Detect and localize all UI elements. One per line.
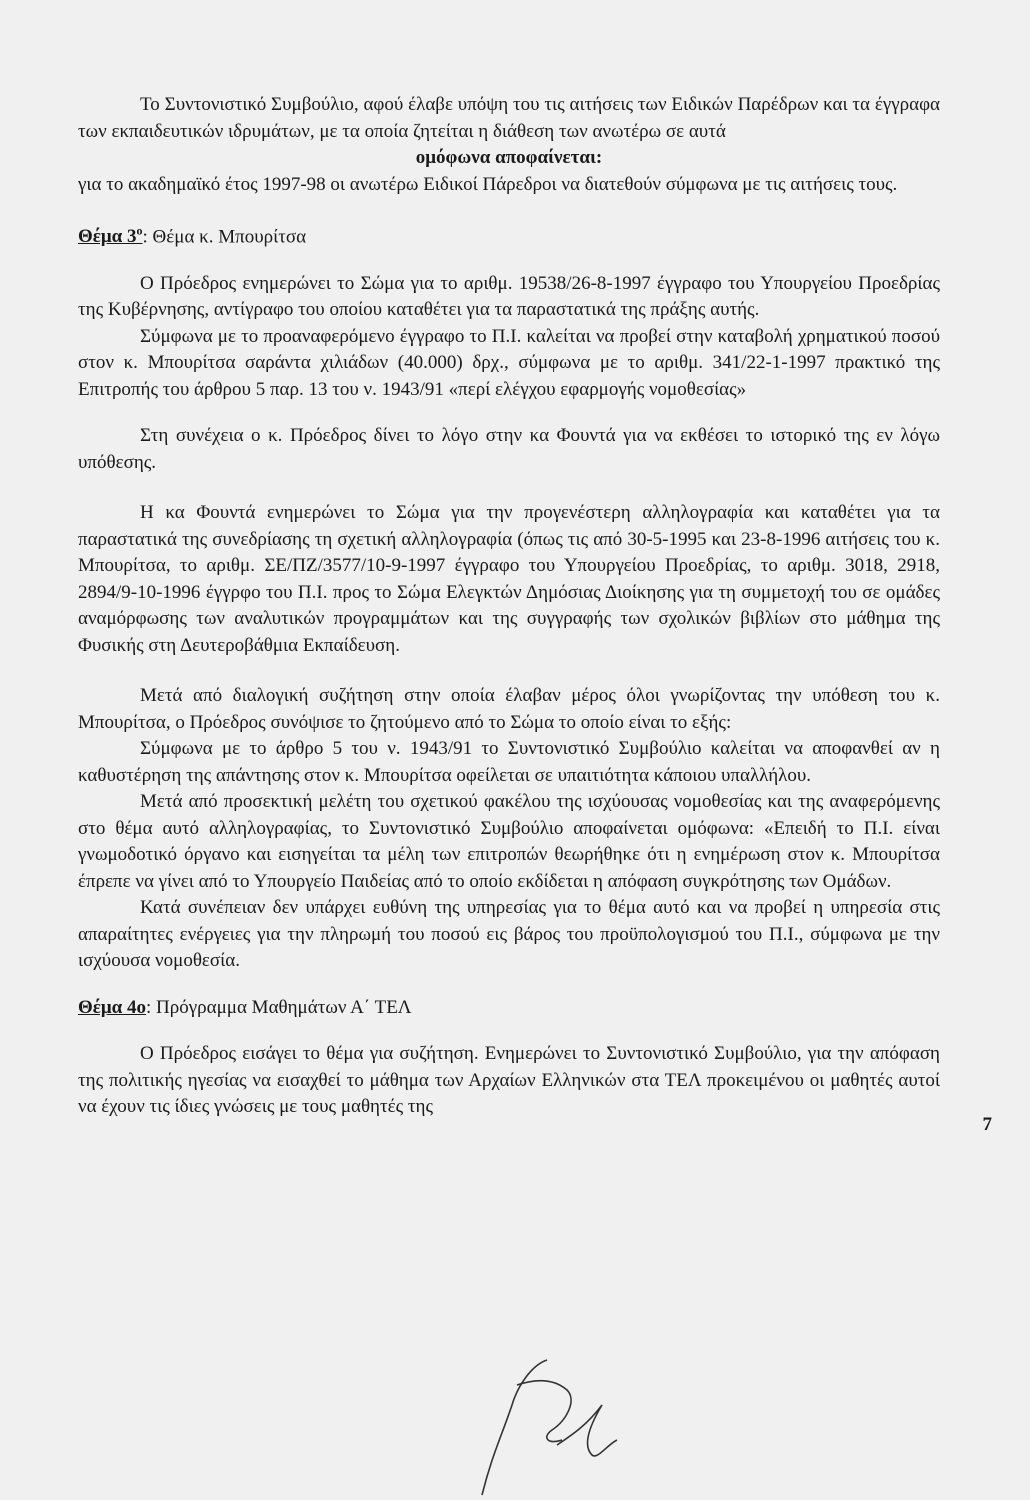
paragraph: Η κα Φουντά ενημερώνει το Σώμα για την προγενέστερη αλληλογραφία και καταθέτει για τα παραστατικά της συνεδρίασης τη σχετική αλληλογραφία (όπως τις από 30-5-1995 και 23-8-1996 αιτήσεις του κ. Μπουρίτσα, το αριθμ. ΣΕ/ΠΖ/3577/10-9-1997 έγγραφο του Υπουργείου Προεδρίας, το αριθμ. 3018, 2918, 2894/9-10-1996 έγγρφο του Π.Ι. προς το Σώμα Ελεγκτών Δημόσιας Διοίκησης για τη συμμετοχή του σε ομάδες αναμόρφωσης των αναλυτικών προγραμμάτων και της συγγραφής των σχολικών βιβλίων στο μάθημα της Φυσικής στη Δευτεροβάθμια Εκπαίδευση. <box>78 502 940 656</box>
theme-3-title: : Θέμα κ. Μπουρίτσα <box>142 226 307 248</box>
paragraph: για το ακαδημαϊκό έτος 1997-98 οι ανωτέρω Ειδικοί Πάρεδροι να διατεθούν σύμφωνα με τις αιτήσεις τους. <box>78 173 898 195</box>
paragraph: Μετά από διαλογική συζήτηση στην οποία έλαβαν μέρος όλοι γνωρίζοντας την υπόθεση του κ. Μπουρίτσα, ο Πρόεδρος συνόψισε το ζητούμενο από το Σώμα το οποίο είναι το εξής: <box>78 685 940 733</box>
paragraph: Ο Πρόεδρος εισάγει το θέμα για συζήτηση. Ενημερώνει το Συντονιστικό Συμβούλιο, για την απόφαση της πολιτικής ηγεσίας να εισαχθεί το μάθημα των Αρχαίων Ελληνικών στα ΤΕΛ προκειμένου οι μαθητές αυτοί να έχουν τις ίδιες γνώσεις με τους μαθητές της <box>78 1043 940 1118</box>
paragraph: Ο Πρόεδρος ενημερώνει το Σώμα για το αριθμ. 19538/26-8-1997 έγγραφο του Υπουργείου Προεδρίας της Κυβέρνησης, αντίγραφο του οποίου καταθέτει για τα παραστατικά της πράξης αυτής. <box>78 272 940 321</box>
paragraph: Σύμφωνα με το άρθρο 5 του ν. 1943/91 το Συντονιστικό Συμβούλιο καλείται να αποφανθεί αν η καθυστέρηση της απάντησης στον κ. Μπουρίτσα οφείλεται σε υπαιτιότητα κάποιου υπαλλήλου. <box>78 738 940 786</box>
theme-4-title: : Πρόγραμμα Μαθημάτων Α΄ ΤΕΛ <box>146 996 412 1018</box>
theme-3-heading <box>78 218 940 251</box>
paragraph: Σύμφωνα με το προαναφερόμενο έγγραφο το Π.Ι. καλείται να προβεί στην καταβολή χρηματικού ποσού στον κ. Μπουρίτσα σαράντα χιλιάδων (40.000) δρχ., σύμφωνα με το αριθμ. 341/22-1-1997 πρακτικό της Επιτροπής του άρθρου 5 παρ. 13 του ν. 1943/91 «περί ελέγχου εφαρμογής νομοθεσίας» <box>78 325 940 400</box>
theme-3-label: Θέμα $3^o$ <box>78 224 143 248</box>
paragraph: Κατά συνέπειαν δεν υπάρχει ευθύνη της υπηρεσίας για το θέμα αυτό και να προβεί η υπηρεσία στις απαραίτητες ενέργειες για την πληρωμή του ποσού εις βάρος του προϋπολογισμού του Π.Ι., σύμφωνα με την ισχύουσα νομοθεσία. <box>78 897 940 972</box>
document-body <box>78 92 940 1121</box>
paragraph: Το Συντονιστικό Συμβούλιο, αφού έλαβε υπόψη του τις αιτήσεις των Ειδικών Παρέδρων και τα έγγραφα των εκπαιδευτικών ιδρυμάτων, με τα οποία ζητείται η διάθεση των ανωτέρω σε αυτά <box>78 94 940 142</box>
handwritten-signature-icon <box>472 1345 622 1500</box>
theme-4-label: Θέμα 4ο <box>78 996 147 1018</box>
page-number: 7 <box>982 1114 992 1135</box>
paragraph: Στη συνέχεια ο κ. Πρόεδρος δίνει το λόγο στην κα Φουντά για να εκθέσει το ιστορικό της εν λόγω υπόθεσης. <box>78 425 940 473</box>
paragraph: Μετά από προσεκτική μελέτη του σχετικού φακέλου της ισχύουσας νομοθεσίας και της αναφερόμενης στο θέμα αυτό αλληλογραφίας, το Συντονιστικό Συμβούλιο αποφαίνεται ομόφωνα: «Επειδή το Π.Ι. είναι γνωμοδοτικό όργανο και εισηγείται τα μέλη των επιτροπών θεωρήθηκε ότι η ενημέρωση στον κ. Μπουρίτσα έπρεπε να γίνει από το Υπουργείο Παιδείας από το οποίο εκδίδεται η απόφαση συγκρότησης των Ομάδων. <box>78 791 940 892</box>
theme-4-heading <box>78 995 940 1022</box>
decision-heading: ομόφωνα αποφαίνεται: <box>415 147 603 168</box>
